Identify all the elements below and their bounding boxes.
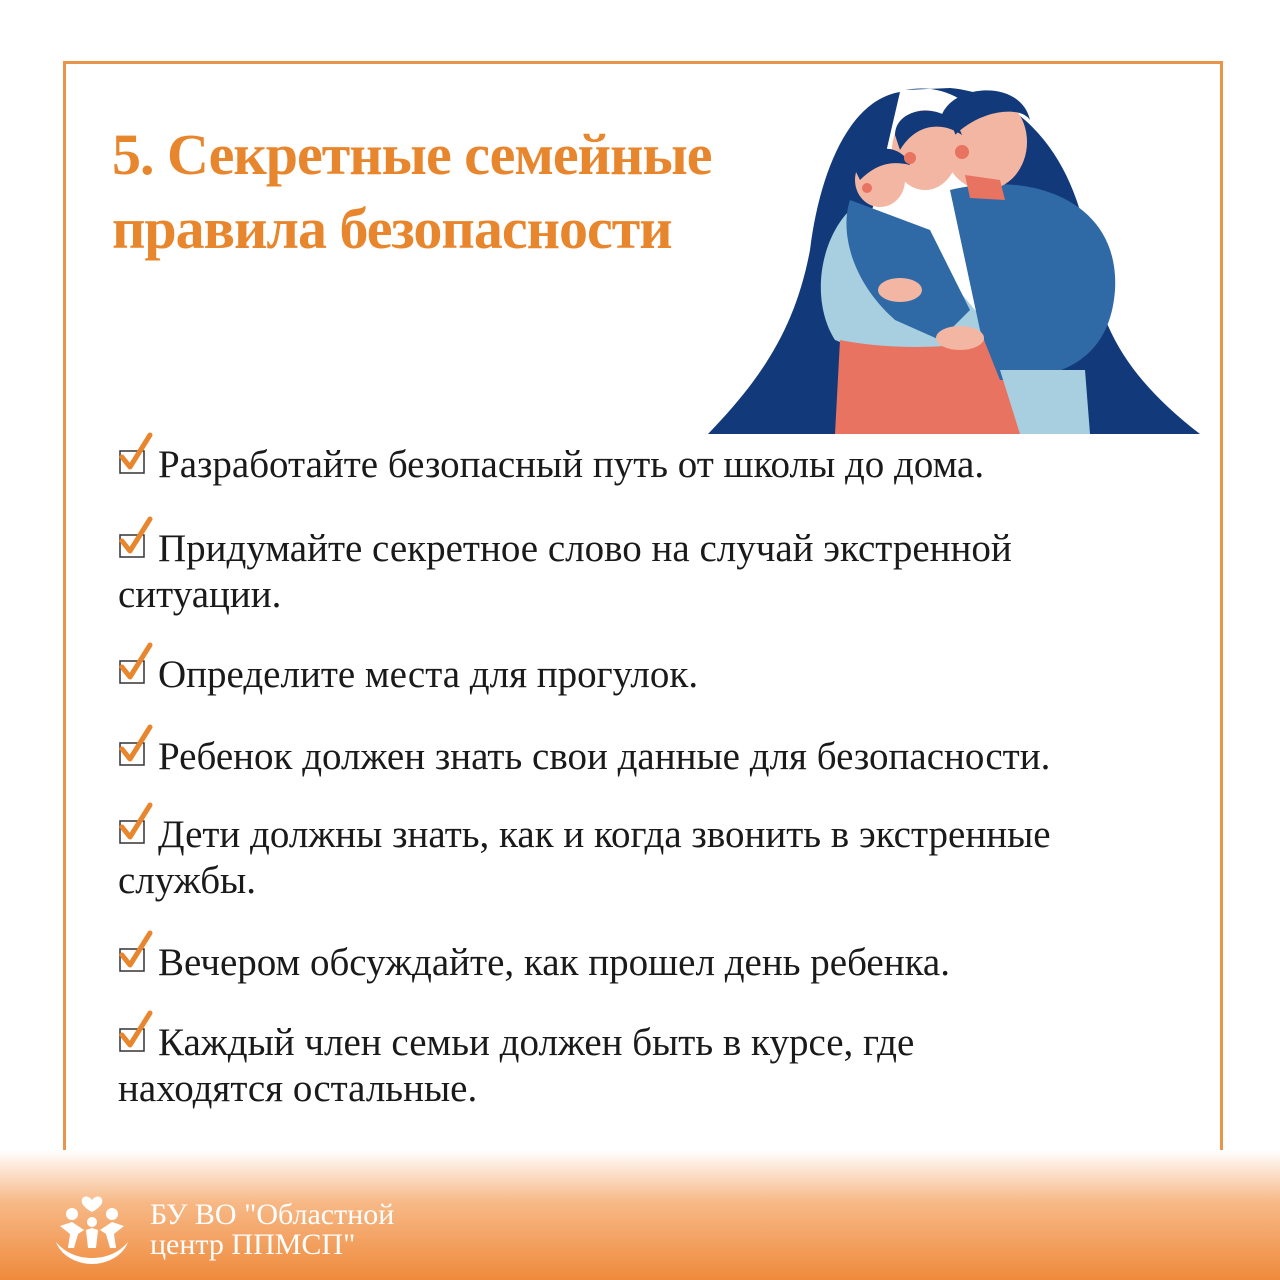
checkbox-checked-icon — [118, 449, 150, 479]
family-hands-logo-icon — [52, 1192, 132, 1267]
checklist-item-5 — [118, 812, 1051, 904]
checklist-item-text: Ребенок должен знать свои данные для безопасности. — [158, 735, 1051, 778]
checklist-item-text: Определите места для прогулок. — [158, 653, 699, 696]
title-line-2: правила безопасности — [112, 196, 672, 261]
checklist-item-text: Придумайте секретное слово на случай экстренной — [158, 527, 1012, 570]
checklist-item-1 — [118, 442, 984, 488]
checklist-item-text-continued: находятся остальные. — [118, 1067, 478, 1110]
organization-name-line-1: БУ ВО "Областной — [150, 1198, 395, 1231]
family-hug-illustration — [700, 80, 1200, 436]
title-line-1: 5. Секретные семейные — [112, 122, 712, 187]
checklist-item-text: Каждый член семьи должен быть в курсе, где — [158, 1021, 915, 1064]
checklist-item-text: Разработайте безопасный путь от школы до дома. — [158, 443, 985, 486]
organization-name-line-2: центр ППМСП" — [150, 1228, 356, 1261]
organization-name — [150, 1200, 394, 1260]
checklist-item-6 — [118, 940, 950, 986]
checkbox-checked-icon — [118, 533, 150, 563]
checklist-item-3 — [118, 652, 698, 698]
checklist-item-text-continued: ситуации. — [118, 573, 282, 616]
checklist-item-text: Дети должны знать, как и когда звонить в экстренные — [158, 813, 1051, 856]
checkbox-checked-icon — [118, 659, 150, 689]
checklist-item-7 — [118, 1020, 914, 1112]
checklist-item-4 — [118, 734, 1050, 780]
checkbox-checked-icon — [118, 947, 150, 977]
checkbox-checked-icon — [118, 1027, 150, 1057]
checklist-item-text: Вечером обсуждайте, как прошел день ребенка. — [158, 941, 950, 984]
checklist-item-text-continued: службы. — [118, 859, 256, 902]
checklist-item-2 — [118, 526, 1012, 618]
checkbox-checked-icon — [118, 819, 150, 849]
checkbox-checked-icon — [118, 741, 150, 771]
